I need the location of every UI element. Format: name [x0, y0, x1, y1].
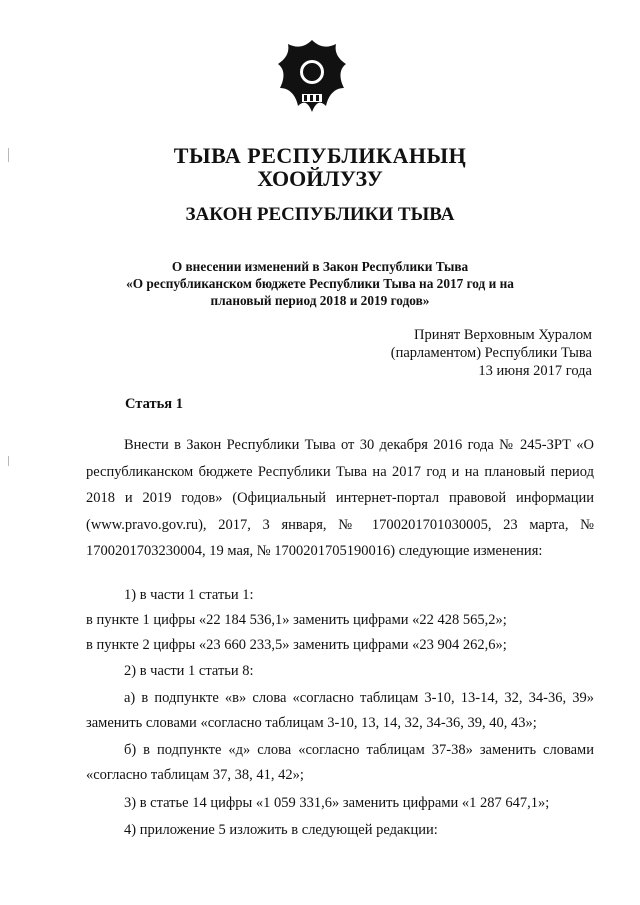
- adoption-line: Принят Верховным Хуралом: [414, 327, 592, 343]
- adoption-note: [391, 326, 592, 380]
- adoption-date: 13 июня 2017 года: [478, 363, 592, 379]
- list-item: 3) в статье 14 цифры «1 059 331,6» заменить цифрами «1 287 647,1»;: [124, 795, 550, 811]
- article-title: Статья 1: [125, 396, 183, 412]
- list-item: а) в подпункте «в» слова «согласно таблицам 3-10, 13-14, 32, 34-36, 39»: [124, 690, 594, 706]
- scan-mark: [8, 456, 9, 466]
- subtitle-line: О внесении изменений в Закон Республики Тыва: [171, 259, 469, 274]
- article-intro-paragraph: Внести в Закон Республики Тыва от 30 декабря 2016 года № 245-ЗРТ «О республиканском бюджете Республики Тыва на 2017 год и на плановый период 2018 и 2019 годов» (Официальный интернет-портал правовой информации (www.pravo.gov.ru), 2017, 3 января, № 1700201701030005, 23 марта, № 1700201703230004, 19 мая, № 1700201705190016) следующие изменения:: [86, 437, 594, 560]
- subtitle-line: плановый период 2018 и 2019 годов»: [210, 293, 430, 308]
- list-item: в пункте 2 цифры «23 660 233,5» заменить цифрами «23 904 262,6»;: [86, 637, 507, 653]
- list-item: заменить словами «согласно таблицам 3-10, 13, 14, 32, 34-36, 39, 40, 43»;: [86, 715, 537, 731]
- header-tyva-line2: ХООЙЛУЗУ: [257, 166, 383, 191]
- adoption-line: (парламентом) Республики Тыва: [390, 345, 592, 361]
- subtitle-line: «О республиканском бюджете Республики Тыва на 2017 год и на: [126, 276, 514, 291]
- law-title: ЗАКОН РЕСПУБЛИКИ ТЫВА: [185, 204, 455, 225]
- scan-mark: [8, 148, 9, 162]
- list-item: 1) в части 1 статьи 1:: [124, 587, 254, 603]
- tyva-emblem: [276, 38, 348, 114]
- list-item: 4) приложение 5 изложить в следующей редакции:: [124, 822, 438, 838]
- header-tyva-line1: ТЫВА РЕСПУБЛИКАНЫҢ: [173, 143, 467, 168]
- list-item: б) в подпункте «д» слова «согласно таблицам 37-38» заменить словами: [124, 742, 594, 758]
- list-item: «согласно таблицам 37, 38, 41, 42»;: [86, 767, 304, 783]
- law-subtitle: [40, 258, 600, 309]
- list-item: 2) в части 1 статьи 8:: [124, 663, 254, 679]
- list-item: в пункте 1 цифры «22 184 536,1» заменить цифрами «22 428 565,2»;: [86, 612, 507, 628]
